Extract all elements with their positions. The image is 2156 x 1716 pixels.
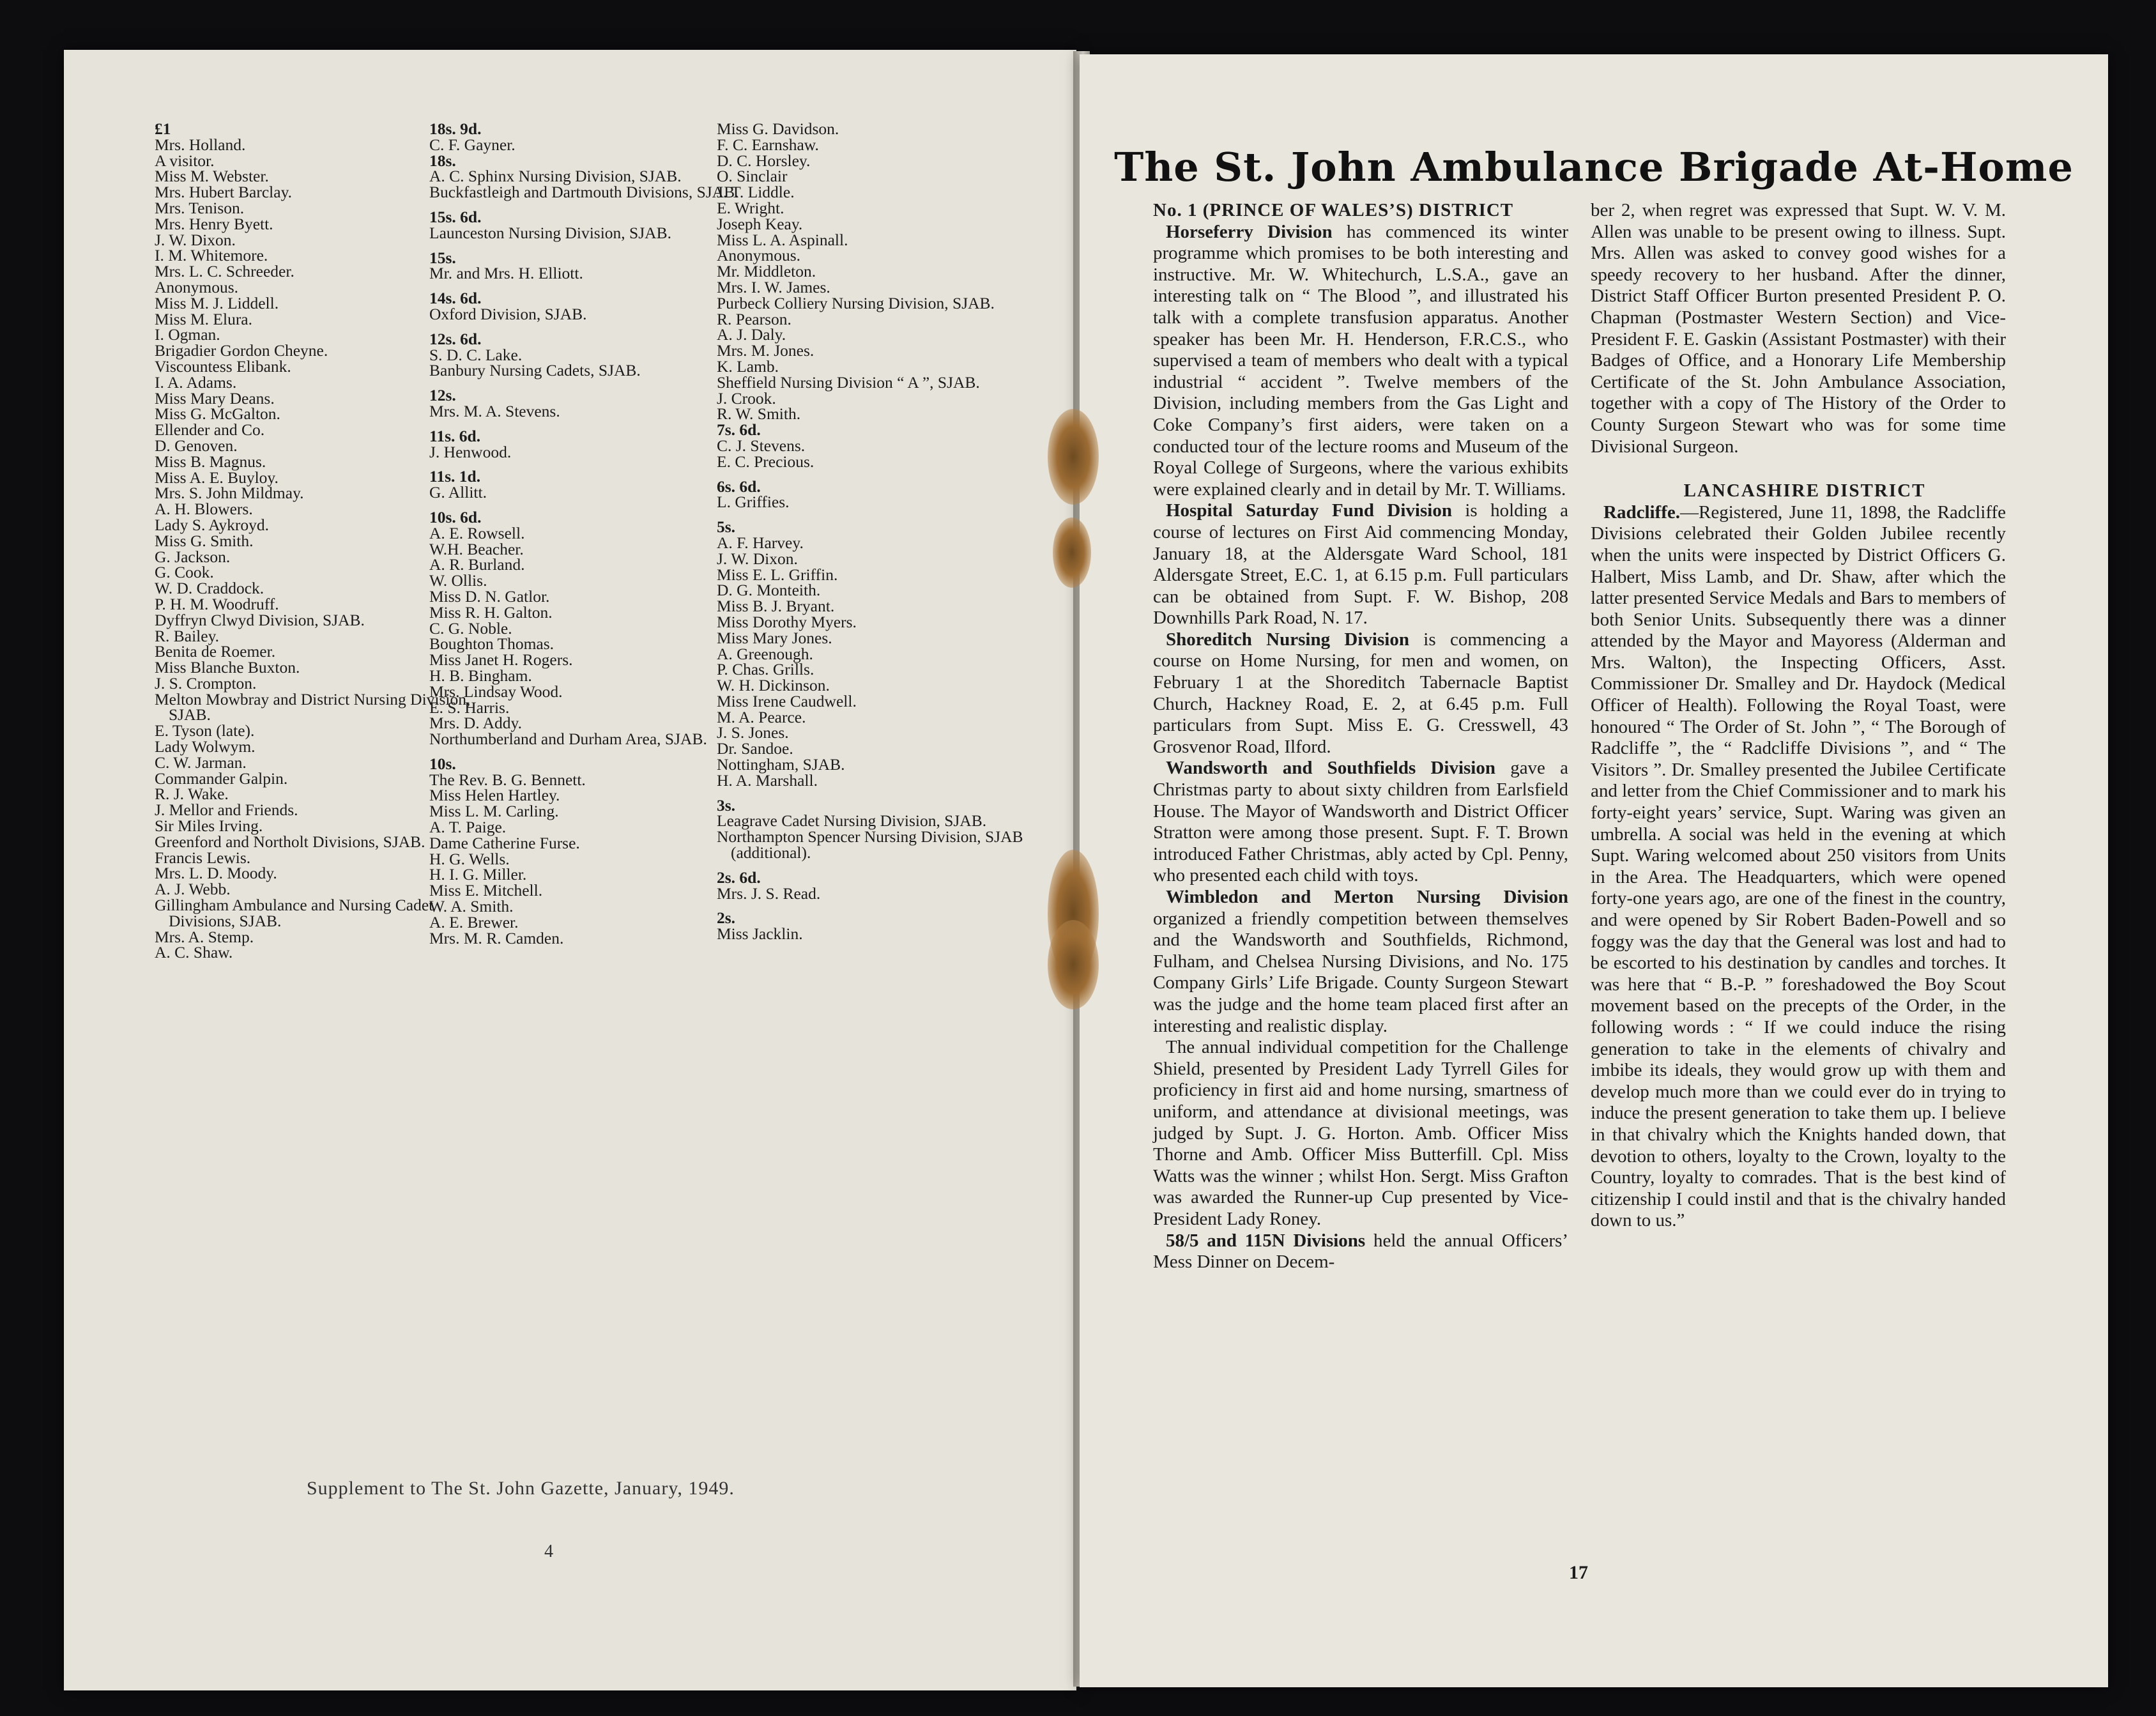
donor-name: Gillingham Ambulance and Nursing Cadet Divisions, SJAB.: [155, 896, 434, 930]
donor-name: Anonymous.: [717, 246, 801, 265]
donor-name: E. Tyson (late).: [155, 721, 255, 740]
donor-name: Greenford and Northolt Divisions, SJAB.: [155, 832, 425, 851]
donor-name: Oxford Division, SJAB.: [429, 304, 587, 323]
division-name: Hospital Saturday Fund Division: [1166, 500, 1452, 521]
donor-name: Anonymous.: [155, 277, 239, 296]
donor-name: E. C. Precious.: [717, 452, 814, 471]
donor-name: I. A. Adams.: [155, 372, 237, 392]
donor-name: Mrs. J. S. Read.: [717, 884, 821, 903]
donor-name: Northampton Spencer Nursing Division, SJAB (additional).: [717, 827, 1023, 862]
donor-name: Sir Miles Irving.: [155, 816, 263, 836]
donor-name: Miss Dorothy Myers.: [717, 612, 857, 631]
donor-name: J. Crook.: [717, 388, 776, 408]
list-gap: [717, 789, 1062, 798]
donor-name: Miss G. Smith.: [155, 531, 254, 550]
donor-name: Melton Mowbray and District Nursing Division, SJAB.: [155, 689, 471, 724]
donor-name: Leagrave Cadet Nursing Division, SJAB.: [717, 811, 987, 831]
donor-name: A. F. Harvey.: [717, 533, 804, 552]
article-paragraph: [1153, 629, 1568, 758]
donor-name: Miss R. H. Galton.: [429, 602, 553, 622]
donor-name: A. C. Sphinx Nursing Division, SJAB.: [429, 167, 682, 186]
paragraph-text: is holding a course of lectures on First Aid commencing Monday, January 18, at the Aldersgate Ward School, 181 Aldersgate Street, E.C. 1, at 6.15 p.m. Full particulars can be obtained from Supt. F. W. Bishop, 208 Downhills Park Road, N. 17.: [1153, 500, 1568, 629]
donation-amount: 10s. 6d.: [429, 507, 482, 526]
article-paragraph: [1153, 1230, 1568, 1273]
list-gap: [429, 747, 761, 756]
donor-name: R. Pearson.: [717, 309, 791, 328]
donor-name: Brigadier Gordon Cheyne.: [155, 341, 328, 360]
donor-name: C. F. Gayner.: [429, 135, 516, 154]
paragraph-text: —Registered, June 11, 1898, the Radcliffe Divisions celebrated their Golden Jubilee recently when the units were inspected by District Officers G. Halbert, Miss Lamb, and Dr. Shaw, after which the latter presented Service Medals and Bars to members of both Senior Units. Subsequently there was a dinner attended by the Mayor and Mayoress (Alderman and Mrs. Walton), the Inspecting Officers, Asst. Commissioner Dr. Smalley and Dr. Haydock (Medical Officer of Health). Following the Royal Toast, were honoured “ The Order of St. John ”, “ The Borough of Radcliffe ”, the “ Radcliffe Divisions ”, and “ The Visitors ”. Dr. Smalley presented the Jubilee Certificate and letter from the Chief Commissioner and to mark his forty-eight years’ service, Supt. Waring was given an umbrella. A social was held in the evening at which Supt. Waring welcomed about 250 visitors from Units in the Area. The Headquarters, which were opened forty-one years ago, are one of the finest in the country, and were opened by Sir Robert Baden-Powell and so foggy was the day that the General was lost and had to be escorted to his destination by candles and torches. It was here that “ B.-P. ” foreshadowed the Boy Scout movement based on the precepts of the Order, in the following words : “ If we could induce the rising generation to take in the elements of chivalry and imbibe its ideals, they would grow up with them and develop much more than we could ever do in trying to induce the present generation to take them up. I believe in that chivalry which the Knights handed down, that devotion to others, loyalty to the Crown, loyalty to the Country, loyalty to comrades. That is the best kind of citizenship I could instil and that is the chivalry handed down to us.”: [1591, 502, 2006, 1231]
donor-name: Miss M. Elura.: [155, 309, 252, 328]
page-number-right: 17: [1569, 1562, 1588, 1583]
district-heading: LANCASHIRE DISTRICT: [1683, 480, 1926, 502]
donation-amount: 12s.: [429, 386, 456, 405]
donor-name: A. H. Blowers.: [155, 500, 253, 519]
donor-name: R. W. Smith.: [717, 404, 801, 424]
left-page: [64, 50, 1076, 1690]
division-name: Shoreditch Nursing Division: [1166, 629, 1409, 650]
donation-amount: 3s.: [717, 795, 736, 815]
donation-amount: 18s.: [429, 151, 456, 170]
donor-name: Mrs. Tenison.: [155, 198, 245, 217]
donor-name: Miss L. A. Aspinall.: [717, 230, 848, 249]
donor-name: Viscountess Elibank.: [155, 356, 291, 376]
paragraph-text: The annual individual competition for the Challenge Shield, presented by President Lady Tyrrell Giles for proficiency in first aid and home nursing, smartness of uniform, and attendance at divisional meetings, was judged by Supt. J. G. Horton. Amb. Officer Miss Thorne and Amb. Officer Miss Butterfill. Cpl. Miss Watts was the winner ; whilst Hon. Sergt. Miss Grafton was awarded the Runner-up Cup presented by Vice-President Lady Roney.: [1153, 1037, 1568, 1229]
donor-name: J. S. Jones.: [717, 723, 789, 742]
article-paragraph: [1153, 222, 1568, 501]
donor-name: W.H. Beacher.: [429, 539, 524, 558]
donor-name: Dyffryn Clwyd Division, SJAB.: [155, 610, 365, 629]
donor-name: Mr. and Mrs. H. Elliott.: [429, 264, 583, 283]
donor-name: A. J. Webb.: [155, 880, 231, 899]
donor-name: A visitor.: [155, 151, 215, 170]
donor-name: A. J. Daly.: [717, 325, 786, 344]
donor-name: Mr. Middleton.: [717, 262, 816, 281]
donor-name: Buckfastleigh and Dartmouth Divisions, SJAB.: [429, 183, 739, 202]
donation-amount: 18s. 9d.: [429, 119, 482, 138]
donation-amount: 11s. 1d.: [429, 467, 481, 486]
district-heading: No. 1 (PRINCE OF WALES’S) DISTRICT: [1153, 200, 1514, 220]
donor-name: Miss Jacklin.: [717, 924, 803, 944]
right-page: [1080, 54, 2108, 1687]
donor-name: K. Lamb.: [717, 356, 779, 376]
division-name: Horseferry Division: [1166, 221, 1333, 242]
donor-name: Mrs. Hubert Barclay.: [155, 183, 293, 202]
donor-name: A. E. Brewer.: [429, 912, 519, 931]
donor-name: Miss B. J. Bryant.: [717, 597, 835, 616]
donor-name: Ellender and Co.: [155, 420, 265, 440]
donor-name: C. G. Noble.: [429, 618, 512, 638]
donor-name: Miss Janet H. Rogers.: [429, 650, 573, 670]
donor-name: Commander Galpin.: [155, 769, 288, 788]
donor-name: J. Mellor and Friends.: [155, 801, 298, 820]
donor-name: Miss E. Mitchell.: [429, 881, 543, 900]
donation-amount: 6s. 6d.: [717, 477, 761, 496]
donation-amount: 15s. 6d.: [429, 207, 482, 226]
donor-name: Miss G. Davidson.: [717, 119, 839, 138]
donor-name: J. S. Crompton.: [155, 673, 257, 693]
article-paragraph: [1153, 887, 1568, 1037]
donor-name: Benita de Roemer.: [155, 642, 276, 661]
donor-name: W. H. Dickinson.: [717, 676, 830, 695]
donor-name: Miss B. Magnus.: [155, 452, 266, 471]
donor-name: Mrs. A. Stemp.: [155, 927, 254, 946]
donor-name: G. Cook.: [155, 563, 214, 582]
donor-name: H. I. G. Miller.: [429, 865, 527, 884]
division-name: 58/5 and 115N Divisions: [1166, 1230, 1366, 1251]
donor-name: Mrs. M. R. Camden.: [429, 928, 564, 947]
division-name: Wimbledon and Merton Nursing Division: [1166, 887, 1568, 907]
donor-name: M. A. Pearce.: [717, 707, 806, 726]
paragraph-text: is commencing a course on Home Nursing, for men and women, on February 1 at the Shoreditch Tabernacle Baptist Church, Hackney Road, E. 2, at 6.45 p.m. Full particulars from Supt. Miss E. G. Cresswell, 43 Grosvenor Road, Ilford.: [1153, 629, 1568, 757]
donor-name: Miss M. J. Liddell.: [155, 293, 279, 312]
list-gap: [717, 510, 1062, 519]
donor-name: Miss E. L. Griffin.: [717, 565, 838, 584]
donor-name: Launceston Nursing Division, SJAB.: [429, 223, 671, 242]
donor-column-3: [717, 121, 1062, 942]
donor-name: Sheffield Nursing Division “ A ”, SJAB.: [717, 372, 980, 392]
donation-amount: £1: [155, 119, 171, 138]
donor-name: Mrs. S. John Mildmay.: [155, 484, 304, 503]
supplement-note: Supplement to The St. John Gazette, January, 1949.: [307, 1478, 735, 1499]
donor-name: A. R. Burland.: [429, 555, 525, 574]
donation-amount: 10s.: [429, 754, 456, 773]
article-column-1: [1153, 200, 1568, 1273]
article-paragraph: [1591, 502, 2006, 1232]
article-column-2: [1591, 200, 2006, 1232]
donation-amount: 5s.: [717, 517, 736, 537]
donation-amount: 11s. 6d.: [429, 426, 481, 445]
masthead-title: The St. John Ambulance Brigade At-Home: [1114, 144, 2074, 190]
donor-name: Miss G. McGalton.: [155, 404, 280, 424]
donor-name: Francis Lewis.: [155, 848, 251, 867]
donor-name: C. W. Jarman.: [155, 753, 247, 772]
donor-name: I. Ogman.: [155, 325, 220, 344]
donor-name: P. H. M. Woodruff.: [155, 594, 279, 613]
donor-name: E. Wright.: [717, 198, 784, 217]
donor-name: Mrs. M. A. Stevens.: [429, 401, 560, 420]
article-paragraph: [1153, 500, 1568, 629]
donor-name: Miss Mary Deans.: [155, 388, 275, 408]
donor-name: J. Henwood.: [429, 442, 512, 461]
donor-name: G. Allitt.: [429, 483, 487, 502]
donor-name: Purbeck Colliery Nursing Division, SJAB.: [717, 293, 995, 312]
donor-name: Dr. Sandoe.: [717, 739, 793, 758]
donor-name: D. C. Horsley.: [717, 151, 811, 170]
donor-name: R. J. Wake.: [155, 785, 229, 804]
paragraph-text: ber 2, when regret was expressed that Supt. W. V. M. Allen was unable to be present owing to illness. Supt. Mrs. Allen was asked to convey good wishes for a speedy recovery to her husband. After the dinner, District Staff Officer Burton presented President P. O. Chapman (Postmaster Western Section) and Vice-President F. E. Gaskin (Assistant Postmaster) with their Badges of Office, and a Honorary Life Membership Certificate of the St. John Ambulance Association, together with a copy of The History of the Order to County Surgeon Stewart who was for some time Divisional Surgeon.: [1591, 200, 2006, 457]
stain-mark: [1048, 409, 1099, 505]
donor-name: Joseph Keay.: [717, 214, 803, 233]
donor-name: Mrs. Lindsay Wood.: [429, 682, 563, 701]
donor-name: Nottingham, SJAB.: [717, 755, 845, 774]
donor-name: Northumberland and Durham Area, SJAB.: [429, 730, 707, 749]
donor-column-2: [429, 121, 761, 946]
donor-name: Miss Mary Jones.: [717, 628, 832, 647]
donor-name: Miss L. M. Carling.: [429, 802, 559, 821]
donor-name: Miss A. E. Buyloy.: [155, 468, 279, 487]
list-gap: [717, 470, 1062, 479]
donor-name: Mrs. D. Addy.: [429, 714, 522, 733]
donor-name: G. Jackson.: [155, 547, 231, 566]
donor-name: O. Sinclair: [717, 167, 788, 186]
list-gap: [429, 379, 761, 388]
donor-name: Banbury Nursing Cadets, SJAB.: [429, 361, 641, 380]
donor-name: Miss D. N. Gatlor.: [429, 586, 550, 606]
donor-name: Boughton Thomas.: [429, 634, 554, 654]
page-number-left: 4: [544, 1542, 553, 1561]
donor-name: Miss Blanche Buxton.: [155, 658, 300, 677]
donor-name: Mrs. L. D. Moody.: [155, 864, 277, 883]
donor-name: H. B. Bingham.: [429, 666, 532, 685]
donor-name: J. W. Dixon.: [155, 230, 236, 249]
donor-name: A. T. Paige.: [429, 818, 507, 837]
donor-name: W. D. Craddock.: [155, 579, 264, 598]
article-paragraph: [1153, 758, 1568, 887]
donor-name: Mrs. Holland.: [155, 135, 246, 154]
donor-name: The Rev. B. G. Bennett.: [429, 770, 586, 789]
donor-name: Dame Catherine Furse.: [429, 833, 580, 852]
donor-name: F. C. Earnshaw.: [717, 135, 819, 154]
donor-name: Lady Wolwym.: [155, 737, 256, 756]
list-gap: [717, 901, 1062, 910]
paragraph-text: held the annual Officers’ Mess Dinner on Decem-: [1153, 1230, 1568, 1273]
donor-name: H. G. Wells.: [429, 849, 510, 868]
donor-name: J. T. Liddle.: [717, 183, 795, 202]
division-name: Radcliffe.: [1603, 502, 1680, 523]
paragraph-text: has commenced its winter programme which promises to be both interesting and instructive. Mr. W. Whitechurch, L.S.A., gave an interesting talk on “ The Blood ”, and illustrated his talk with a complete transfusion apparatus. Another speaker has been Mr. H. Henderson, F.R.C.S., who supervised a team of members who dealt with a typical industrial “ accident ”. Twelve members of the Division, including members from the Gas Light and Coke Company’s first aiders, were taken on a conducted tour of the lecture rooms and Museum of the Royal College of Surgeons, where the various exhibits were explained clearly and in detail by Mr. T. Williams.: [1153, 221, 1569, 500]
donor-name: W. Ollis.: [429, 571, 487, 590]
paragraph-text: gave a Christmas party to about sixty children from Earlsfield House. The Mayor of Wandsworth and District Officer Stratton were among those present. Supt. F. T. Brown introduced Father Christmas, ably acted by Cpl. Penny, who presented each child with toys.: [1153, 758, 1568, 886]
donor-name: D. Genoven.: [155, 436, 238, 455]
donor-name: W. A. Smith.: [429, 897, 514, 916]
donation-amount: 12s. 6d.: [429, 329, 482, 348]
donor-name: I. M. Whitemore.: [155, 246, 268, 265]
donor-name: E. S. Harris.: [429, 698, 510, 717]
division-name: Wandsworth and Southfields Division: [1166, 758, 1495, 779]
donor-name: Mrs. Henry Byett.: [155, 214, 273, 233]
donation-amount: 2s. 6d.: [717, 868, 761, 887]
donation-amount: 2s.: [717, 908, 736, 928]
donor-name: Miss Irene Caudwell.: [717, 691, 857, 710]
donor-name: C. J. Stevens.: [717, 436, 806, 455]
donor-name: J. W. Dixon.: [717, 549, 798, 568]
donor-name: Miss M. Webster.: [155, 167, 269, 186]
donor-name: A. C. Shaw.: [155, 943, 233, 962]
donor-name: Lady S. Aykroyd.: [155, 515, 269, 534]
paragraph-text: organized a friendly competition between themselves and the Wandsworth and Southfields, Richmond, Fulham, and Chelsea Nursing Divisions, and No. 175 Company Girls’ Life Brigade. County Surgeon Stewart was the judge and the home team placed first after an interesting and realistic display.: [1153, 908, 1568, 1036]
donor-name: P. Chas. Grills.: [717, 660, 814, 679]
donor-name: Mrs. M. Jones.: [717, 341, 814, 360]
donor-name: A. E. Rowsell.: [429, 523, 525, 542]
donation-amount: 14s. 6d.: [429, 289, 482, 308]
article-paragraph: [1153, 1037, 1568, 1230]
donor-name: A. Greenough.: [717, 644, 813, 663]
donor-name: Miss Helen Hartley.: [429, 786, 560, 805]
donation-amount: 15s.: [429, 248, 456, 267]
donor-name: S. D. C. Lake.: [429, 345, 523, 364]
stain-mark: [1053, 517, 1091, 588]
article-paragraph: [1591, 200, 2006, 457]
donor-name: D. G. Monteith.: [717, 581, 821, 600]
stain-mark: [1048, 920, 1099, 1009]
donor-name: R. Bailey.: [155, 626, 220, 645]
donor-name: H. A. Marshall.: [717, 770, 818, 790]
donor-name: Mrs. L. C. Schreeder.: [155, 262, 294, 281]
list-gap: [429, 241, 761, 250]
donor-name: L. Griffies.: [717, 493, 790, 512]
donation-amount: 7s. 6d.: [717, 420, 761, 440]
list-gap: [717, 861, 1062, 870]
donor-name: Mrs. I. W. James.: [717, 277, 830, 296]
